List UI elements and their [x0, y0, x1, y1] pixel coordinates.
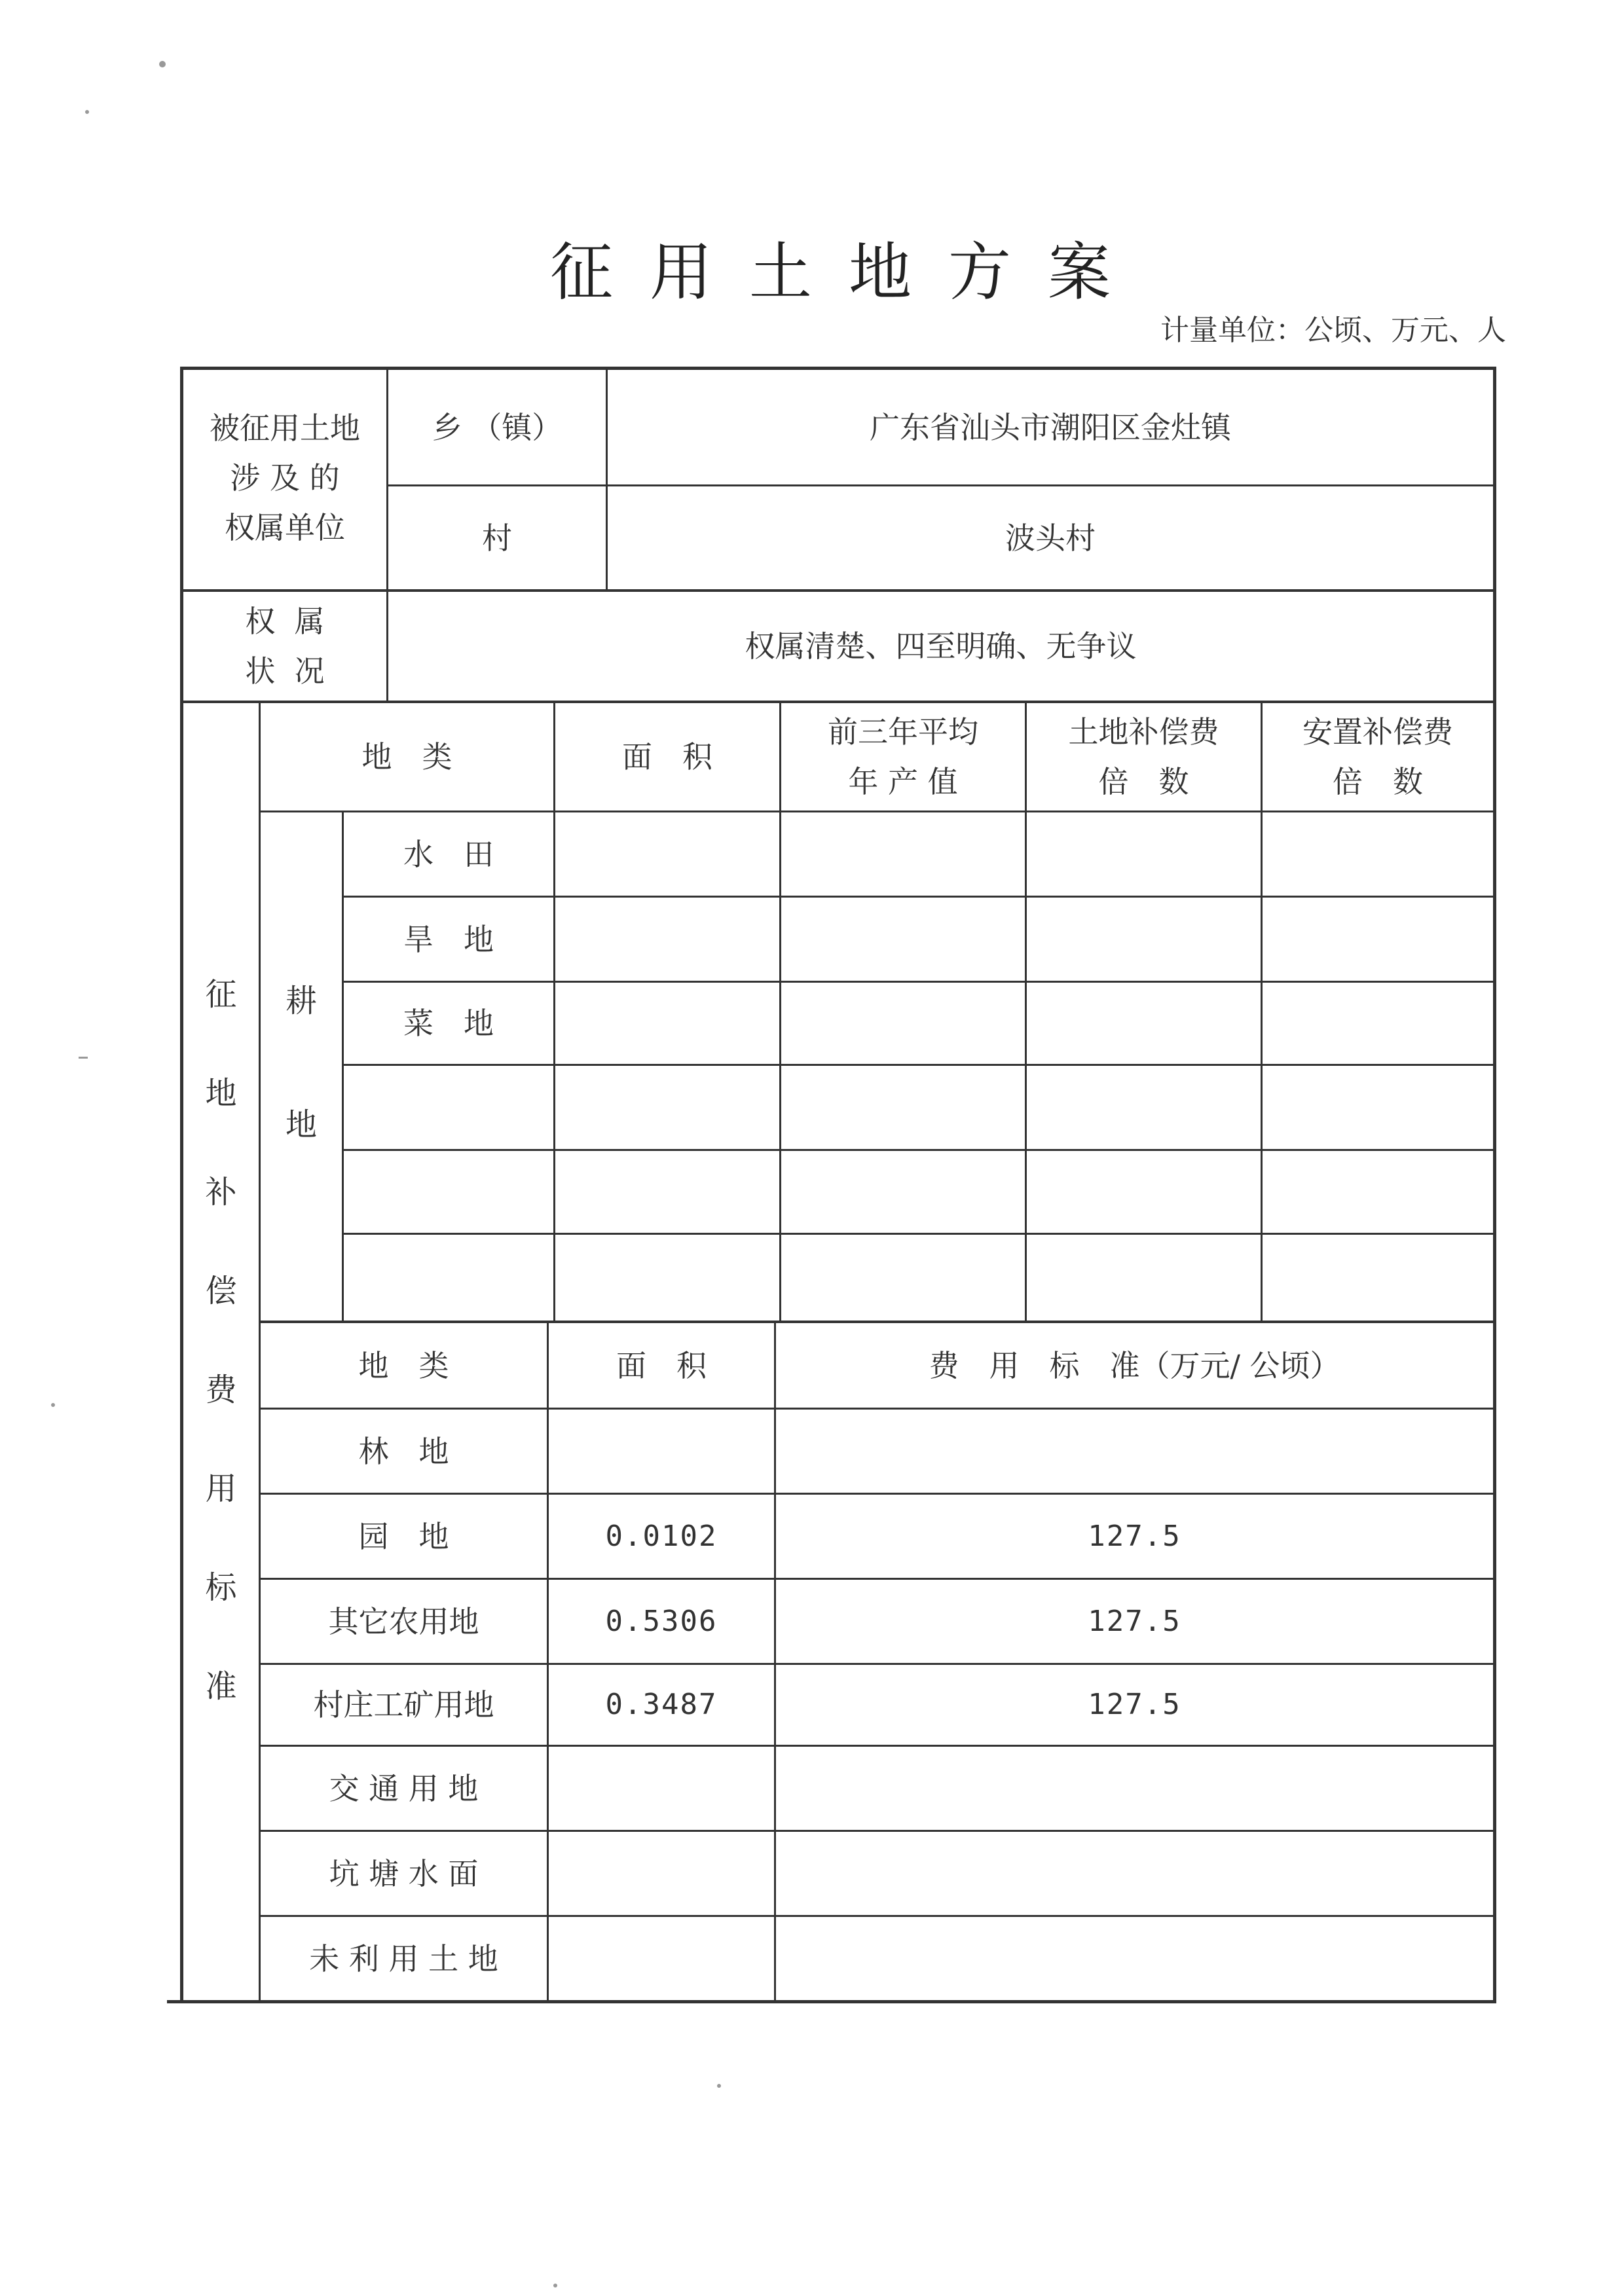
scan-speck	[159, 61, 166, 67]
other-row-type: 林 地	[358, 1433, 449, 1469]
ownership-status-value: 权属清楚、四至明确、无争议	[745, 629, 1137, 664]
farmland-row-type	[344, 1066, 553, 1149]
other-row-type: 坑 塘 水 面	[329, 1855, 479, 1891]
village-value: 波头村	[1005, 520, 1096, 556]
page-title: 征用土地方案	[550, 236, 1147, 309]
farmland-header-resettlement: 安置补偿费 倍 数	[1302, 714, 1453, 799]
village-label: 村	[482, 520, 512, 556]
scan-speck	[553, 2284, 557, 2287]
scan-speck	[51, 1403, 55, 1407]
farmland-header-avg-output: 前三年平均 年 产 值	[828, 714, 978, 799]
farmland-header-compensation: 土地补偿费 倍 数	[1068, 714, 1219, 799]
other-header-area: 面 积	[616, 1347, 707, 1383]
other-header-fee-standard: 费 用 标 准（万元/ 公顷）	[929, 1347, 1340, 1383]
compensation-side-label: 征 地 补 偿 费 用 标 准	[205, 976, 237, 1705]
table-border-right	[1493, 367, 1496, 2003]
farmland-row-type	[344, 1151, 553, 1233]
other-row-fee	[776, 1410, 1493, 1493]
farmland-group-label: 耕 地	[285, 983, 317, 1143]
other-header-land-type: 地 类	[358, 1347, 449, 1383]
other-row-type: 交 通 用 地	[329, 1770, 479, 1806]
unit-label: 计量单位：公顷、万元、人	[1160, 314, 1506, 347]
other-row-type: 村庄工矿用地	[313, 1687, 494, 1722]
farmland-row-type: 旱 地	[403, 921, 494, 957]
other-row-type: 未 利 用 土 地	[309, 1941, 498, 1977]
other-row-area	[549, 1747, 774, 1830]
other-row-fee: 127.5	[1088, 1519, 1181, 1553]
scan-speck	[717, 2084, 721, 2088]
farmland-header-land-type: 地 类	[361, 739, 452, 774]
farmland-header-area: 面 积	[622, 739, 712, 774]
other-row-area: 0.3487	[605, 1688, 718, 1721]
other-row-fee: 127.5	[1088, 1604, 1181, 1638]
other-row-fee	[776, 1832, 1493, 1915]
scan-speck	[79, 1057, 88, 1059]
other-row-area	[549, 1410, 774, 1493]
other-row-type: 其它农用地	[328, 1603, 479, 1639]
town-label: 乡 （镇）	[432, 409, 563, 445]
ownership-header: 被征用土地 涉 及 的 权属单位	[210, 410, 360, 545]
farmland-row-type: 菜 地	[403, 1006, 494, 1041]
table-border-bottom	[167, 2000, 1496, 2003]
other-row-fee	[776, 1917, 1493, 2000]
scan-speck	[85, 110, 89, 114]
town-value: 广东省汕头市潮阳区金灶镇	[870, 409, 1231, 445]
other-row-type: 园 地	[358, 1518, 449, 1554]
farmland-row-type	[344, 1235, 553, 1321]
other-row-area	[549, 1917, 774, 2000]
farmland-row-type: 水 田	[403, 836, 494, 872]
other-row-fee	[776, 1747, 1493, 1830]
other-row-area	[549, 1832, 774, 1915]
ownership-status-label: 权 属 状 况	[245, 604, 325, 689]
other-row-area: 0.5306	[605, 1604, 718, 1638]
other-row-area: 0.0102	[605, 1519, 718, 1553]
other-row-fee: 127.5	[1088, 1688, 1181, 1721]
